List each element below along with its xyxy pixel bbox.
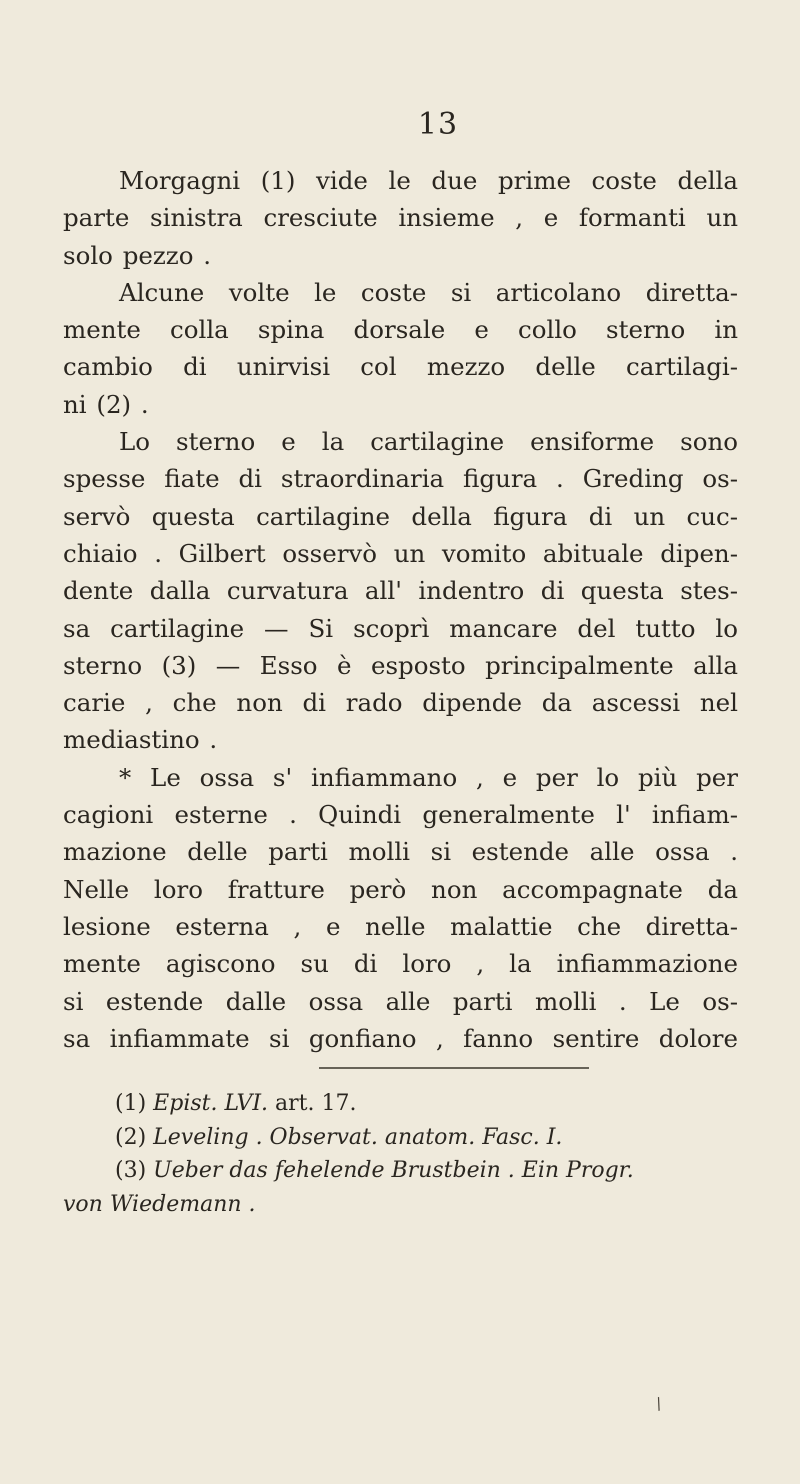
footnotes xyxy=(63,1087,738,1221)
text-line: cambio di unirvisi col mezzo delle cartilagi- xyxy=(63,352,738,382)
text-line: mente agiscono su di loro , la infiammazione xyxy=(63,949,738,979)
text-line: spesse fiate di straordinaria figura . Greding os- xyxy=(63,464,738,494)
text-line: si estende dalle ossa alle parti molli . Le os- xyxy=(63,986,738,1016)
footnote-suffix: art. 17. xyxy=(275,1091,357,1116)
text-line: sa infiammate si gonfiano , fanno sentire dolore xyxy=(63,1023,738,1053)
text-line: mazione delle parti molli si estende alle ossa . xyxy=(63,837,738,867)
footnote-text: Ueber das fehelende Brustbein . Ein Progr. xyxy=(153,1158,634,1183)
footnote xyxy=(63,1188,738,1222)
text-line: carie , che non di rado dipende da ascessi nel xyxy=(63,688,738,718)
text-line: mente colla spina dorsale e collo sterno in xyxy=(63,315,738,345)
footnote xyxy=(63,1154,738,1188)
main-text xyxy=(63,162,738,1057)
footnote-text: Leveling . Observat. anatom. Fasc. I. xyxy=(153,1124,563,1150)
text-line: Nelle loro fratture però non accompagnate da xyxy=(63,874,738,904)
footnote-text: Epist. LVI. xyxy=(153,1091,269,1116)
text-line: chiaio . Gilbert osservò un vomito abituale dipen- xyxy=(63,538,738,568)
footnote-separator xyxy=(319,1067,589,1069)
text-line: ni (2) . xyxy=(63,389,149,419)
text-line: * Le ossa s' infiammano , e per lo più per xyxy=(119,762,738,792)
text-line: sterno (3) — Esso è esposto principalmente alla xyxy=(63,650,738,680)
text-line: lesione esterna , e nelle malattie che diretta- xyxy=(63,911,738,941)
footnote-number: (1) xyxy=(115,1091,147,1116)
text-line: dente dalla curvatura all' indentro di questa stes- xyxy=(63,576,738,606)
text-line: Lo sterno e la cartilagine ensiforme sono xyxy=(119,427,738,457)
page-number: 13 xyxy=(417,107,459,142)
text-line: sa cartilagine — Si scoprì mancare del tutto lo xyxy=(63,613,738,643)
stray-mark: / xyxy=(652,1393,665,1414)
text-line: servò questa cartilagine della figura di un cuc- xyxy=(63,501,738,531)
text-line: mediastino . xyxy=(63,725,218,755)
text-line: solo pezzo . xyxy=(63,240,212,270)
footnote xyxy=(63,1121,738,1155)
footnote xyxy=(63,1087,738,1121)
footnote-text: von Wiedemann . xyxy=(63,1191,256,1217)
text-line: Morgagni (1) vide le due prime coste della xyxy=(119,166,738,195)
text-line: parte sinistra cresciute insieme , e formanti un xyxy=(63,203,738,233)
text-line: Alcune volte le coste si articolano diretta- xyxy=(119,277,738,307)
text-line: cagioni esterne . Quindi generalmente l' infiam- xyxy=(63,800,738,830)
footnote-number: (3) xyxy=(115,1158,147,1183)
footnote-number: (2) xyxy=(115,1124,147,1150)
